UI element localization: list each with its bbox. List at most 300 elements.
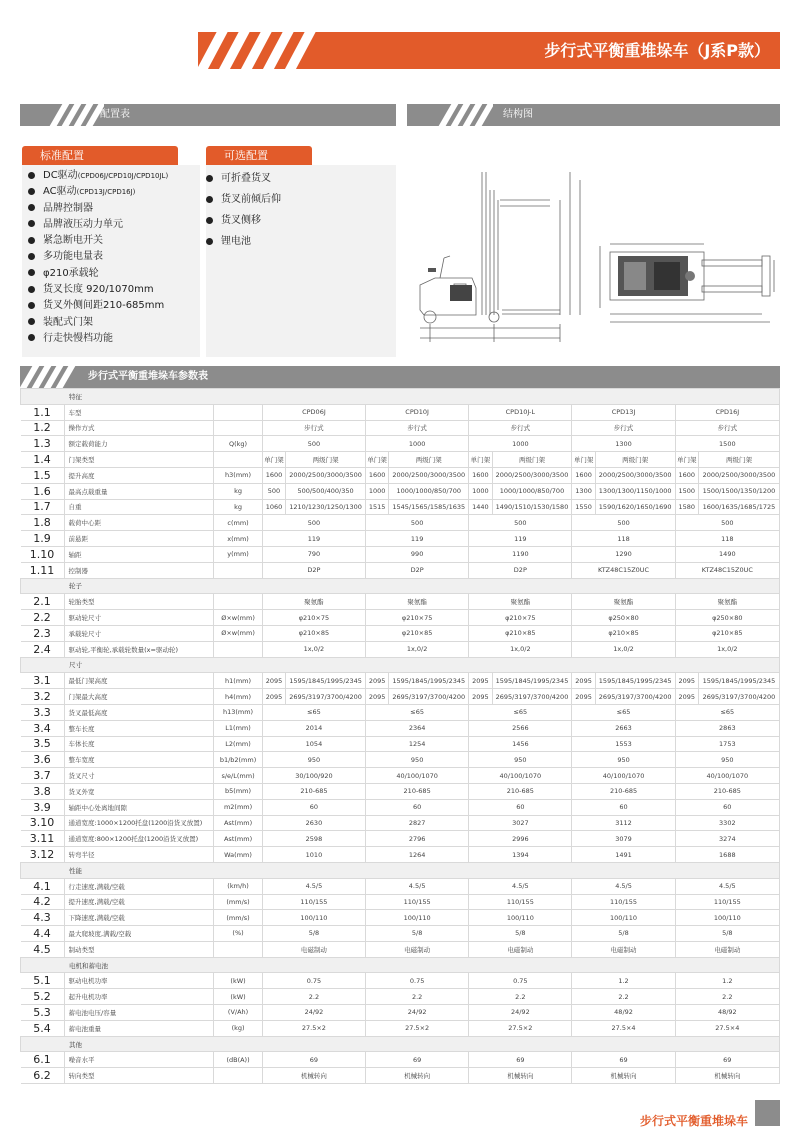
cell-value: 4.5/5 [675,878,779,894]
header-title: 步行式平衡重堆垛车（J系P款） [544,41,770,60]
cell-value: 1290 [572,546,675,562]
cell-value: 24/92 [366,1005,469,1021]
optional-config-label: 锂电池 [221,236,251,247]
row-unit: h1(mm) [214,673,263,689]
cell-value: 69 [572,1052,675,1068]
row-name: 最高点载重量 [64,483,214,499]
cell-value: 950 [366,752,469,768]
bullet-icon [28,204,35,211]
category-row [21,957,780,973]
cell-value: 210-685 [675,783,779,799]
cell-value: 1.2 [572,973,675,989]
bullet-icon [28,302,35,309]
cell-value: 1000 [469,483,492,499]
standard-config-label: 行走快慢档功能 [43,332,113,344]
table-row [21,752,780,768]
cell-value: 3112 [572,815,675,831]
category-label: 性能 [21,862,780,878]
cell-value: 3274 [675,831,779,847]
cell-value: KTZ48C15Z0UC [572,562,675,578]
cell-value: 69 [366,1052,469,1068]
row-name: 整车长度 [64,720,214,736]
cell-value: D2P [469,562,572,578]
cell-value: 0.75 [366,973,469,989]
cell-value: 1x,0/2 [675,641,779,657]
row-number: 3.7 [21,768,65,784]
cell-value: 2000/2500/3000/3500 [595,467,675,483]
cell-value: 60 [262,799,365,815]
table-row [21,641,780,657]
row-name: 提升速度,满载/空载 [64,894,214,910]
cell-value: 2.2 [262,989,365,1005]
cell-value: 1580 [675,499,698,515]
table-row [21,720,780,736]
row-number: 4.3 [21,910,65,926]
table-row [21,531,780,547]
row-unit: Ast(mm) [214,831,263,847]
row-name: 承载轮尺寸 [64,625,214,641]
cell-value: φ210×85 [572,625,675,641]
cell-value: 110/155 [262,894,365,910]
cell-value: 2095 [572,673,595,689]
table-row [21,562,780,578]
row-name: 提升高度 [64,467,214,483]
optional-config-tab: 可选配置 [206,146,312,165]
cell-value: ≤65 [572,704,675,720]
cell-value: φ210×75 [469,610,572,626]
cell-value: 1000/1000/850/700 [389,483,469,499]
row-unit: (%) [214,926,263,942]
cell-value: 2.2 [675,989,779,1005]
cell-value: 60 [572,799,675,815]
table-row [21,1052,780,1068]
cell-value: 100/110 [262,910,365,926]
cell-value: D2P [366,562,469,578]
table-row [21,941,780,957]
cell-value: 24/92 [469,1005,572,1021]
cell-value: 1010 [262,847,365,863]
row-number: 2.3 [21,625,65,641]
category-label: 特征 [21,389,780,405]
cell-value: 聚氨酯 [469,594,572,610]
row-number: 1.4 [21,452,65,468]
table-row [21,736,780,752]
cell-value: 单门架 [469,452,492,468]
row-name: 门架类型 [64,452,214,468]
row-unit [214,1068,263,1084]
standard-config-sublabel: (CPD06J/CPD10J/CPD10JL) [77,172,169,180]
cell-value: 1x,0/2 [262,641,365,657]
category-label: 其他 [21,1036,780,1052]
row-unit [214,941,263,957]
cell-value: 步行式 [675,420,779,436]
row-unit: h4(mm) [214,689,263,705]
standard-config-label: 品牌控制器 [43,202,93,214]
cell-value: 0.75 [262,973,365,989]
cell-value: 5/8 [262,926,365,942]
table-row [21,515,780,531]
cell-value: 40/100/1070 [675,768,779,784]
cell-value: 2095 [366,689,389,705]
cell-value: 40/100/1070 [469,768,572,784]
standard-config-label: 货叉长度 920/1070mm [43,284,154,296]
bullet-icon [28,253,35,260]
row-name: 门架最大高度 [64,689,214,705]
cell-value: 电磁制动 [366,941,469,957]
cell-value: 100/110 [469,910,572,926]
row-unit: (kW) [214,989,263,1005]
cell-value: 1000 [366,483,389,499]
standard-config-label: 装配式门架 [43,316,93,328]
row-unit: (kW) [214,973,263,989]
cell-value: ≤65 [262,704,365,720]
row-name: 车体长度 [64,736,214,752]
row-number: 3.6 [21,752,65,768]
cell-value: 210-685 [262,783,365,799]
table-row [21,783,780,799]
cell-value: 210-685 [469,783,572,799]
row-name: 最大爬坡度,满载/空载 [64,926,214,942]
standard-config-item [28,184,168,200]
table-row [21,546,780,562]
table-row [21,625,780,641]
row-number: 3.5 [21,736,65,752]
cell-value: 69 [469,1052,572,1068]
standard-config-item [28,168,168,184]
footer-title: 步行式平衡重堆垛车 [639,1114,748,1128]
cell-value: 2000/2500/3000/3500 [389,467,469,483]
cell-value: 电磁制动 [675,941,779,957]
cell-value: 聚氨酯 [675,594,779,610]
cell-value: 两级门架 [492,452,572,468]
table-row [21,689,780,705]
cell-value: 48/92 [675,1005,779,1021]
cell-value: 1054 [262,736,365,752]
cell-value: 1.2 [675,973,779,989]
cell-value: 500/500/400/350 [286,483,366,499]
standard-config-item [28,233,168,249]
table-row [21,436,780,452]
row-unit: c(mm) [214,515,263,531]
cell-value: CPD06J [262,404,365,420]
row-name: 货叉最低高度 [64,704,214,720]
cell-value: 两级门架 [286,452,366,468]
row-name: 货叉尺寸 [64,768,214,784]
row-name: 控制器 [64,562,214,578]
cell-value: 2095 [469,689,492,705]
table-row [21,404,780,420]
cell-value: 单门架 [572,452,595,468]
row-name: 通道宽度:1000×1200托盘(1200沿货叉放置) [64,815,214,831]
row-unit: (dB(A)) [214,1052,263,1068]
optional-config-item [206,189,281,210]
cell-value: 2996 [469,831,572,847]
cell-value: 500 [469,515,572,531]
cell-value: 电磁制动 [572,941,675,957]
row-name: 轮胎类型 [64,594,214,610]
standard-config-sublabel: (CPD13J/CPD16J) [76,188,136,197]
cell-value: 1000 [366,436,469,452]
cell-value: 聚氨酯 [366,594,469,610]
cell-value: 5/8 [675,926,779,942]
row-unit: L2(mm) [214,736,263,752]
row-name: 车型 [64,404,214,420]
row-number: 1.5 [21,467,65,483]
cell-value: 2863 [675,720,779,736]
cell-value: 2695/3197/3700/4200 [698,689,779,705]
cell-value: 950 [675,752,779,768]
row-unit [214,594,263,610]
cell-value: 单门架 [675,452,698,468]
cell-value: 1190 [469,546,572,562]
cell-value: 1545/1565/1585/1635 [389,499,469,515]
table-row [21,673,780,689]
cell-value: 1595/1845/1995/2345 [286,673,366,689]
row-number: 4.1 [21,878,65,894]
cell-value: φ210×75 [262,610,365,626]
standard-config-label: φ210承载轮 [43,267,99,279]
standard-config-label: AC驱动 [43,186,77,198]
table-row [21,483,780,499]
row-number: 5.2 [21,989,65,1005]
top-view-diagram [598,238,778,328]
cell-value: 1600 [469,467,492,483]
row-number: 3.9 [21,799,65,815]
table-row [21,815,780,831]
cell-value: 1600/1635/1685/1725 [698,499,779,515]
category-row [21,657,780,673]
cell-value: 210-685 [572,783,675,799]
cell-value: 2.2 [366,989,469,1005]
cell-value: 两级门架 [698,452,779,468]
bullet-icon [28,318,35,325]
cell-value: 1595/1845/1995/2345 [698,673,779,689]
table-row [21,878,780,894]
cell-value: 5/8 [469,926,572,942]
row-name: 自重 [64,499,214,515]
row-unit: (mm/s) [214,894,263,910]
row-unit: (km/h) [214,878,263,894]
cell-value: 119 [366,531,469,547]
cell-value: 2663 [572,720,675,736]
cell-value: 1x,0/2 [572,641,675,657]
cell-value: 119 [469,531,572,547]
cell-value: φ210×75 [366,610,469,626]
cell-value: 950 [469,752,572,768]
cell-value: 40/100/1070 [366,768,469,784]
standard-config-item [28,298,168,314]
cell-value: 1210/1230/1250/1300 [286,499,366,515]
cell-value: 5/8 [366,926,469,942]
standard-config-item [28,331,168,347]
cell-value: 1060 [262,499,285,515]
cell-value: 27.5×2 [469,1020,572,1036]
cell-value: 500 [262,515,365,531]
footer-page-block [755,1100,780,1126]
row-unit: L1(mm) [214,720,263,736]
optional-config-label: 货叉前倾后仰 [221,194,281,205]
cell-value: 机械转向 [262,1068,365,1084]
cell-value: 1254 [366,736,469,752]
bullet-icon [206,196,213,203]
row-name: 驱动电机功率 [64,973,214,989]
standard-config-label: 多功能电量表 [43,251,103,263]
cell-value: 1300 [572,483,595,499]
cell-value: 1500/1500/1350/1200 [698,483,779,499]
cell-value: 1515 [366,499,389,515]
category-row [21,389,780,405]
optional-config-item [206,231,281,252]
row-name: 通道宽度:800×1200托盘(1200沿货叉放置) [64,831,214,847]
structure-section-title: 结构图 [503,109,533,120]
cell-value: 3302 [675,815,779,831]
standard-config-item [28,266,168,282]
table-row [21,799,780,815]
row-name: 操作方式 [64,420,214,436]
params-section-bar [20,366,780,388]
cell-value: 电磁制动 [262,941,365,957]
cell-value: 27.5×4 [675,1020,779,1036]
row-unit: (mm/s) [214,910,263,926]
row-number: 4.5 [21,941,65,957]
row-number: 1.11 [21,562,65,578]
row-number: 1.1 [21,404,65,420]
row-number: 2.4 [21,641,65,657]
cell-value: 1553 [572,736,675,752]
optional-config-item [206,168,281,189]
cell-value: φ250×80 [675,610,779,626]
cell-value: 1600 [366,467,389,483]
bullet-icon [28,334,35,341]
table-row [21,973,780,989]
cell-value: 500 [366,515,469,531]
row-unit [214,562,263,578]
cell-value: 1595/1845/1995/2345 [389,673,469,689]
cell-value: 950 [572,752,675,768]
bullet-icon [206,175,213,182]
row-name: 蓄电池重量 [64,1020,214,1036]
row-name: 前悬距 [64,531,214,547]
cell-value: 4.5/5 [469,878,572,894]
row-unit: Wa(mm) [214,847,263,863]
cell-value: 机械转向 [675,1068,779,1084]
row-name: 轴距中心处离地间隙 [64,799,214,815]
table-row [21,847,780,863]
cell-value: 60 [366,799,469,815]
standard-config-item [28,201,168,217]
row-unit: h3(mm) [214,467,263,483]
row-number: 1.8 [21,515,65,531]
table-row [21,1068,780,1084]
cell-value: 2566 [469,720,572,736]
cell-value: 1688 [675,847,779,863]
row-number: 3.4 [21,720,65,736]
cell-value: 2095 [675,689,698,705]
table-row [21,467,780,483]
cell-value: 1x,0/2 [366,641,469,657]
row-number: 3.11 [21,831,65,847]
row-unit: b5(mm) [214,783,263,799]
row-number: 1.7 [21,499,65,515]
row-unit: x(mm) [214,531,263,547]
cell-value: 110/155 [572,894,675,910]
row-name: 下降速度,满载/空载 [64,910,214,926]
row-unit: kg [214,483,263,499]
cell-value: 1500 [675,483,698,499]
battery-compartment [450,285,472,301]
row-unit [214,404,263,420]
cell-value: 1500 [675,436,779,452]
config-section-bar [20,104,396,126]
cell-value: 2695/3197/3700/4200 [492,689,572,705]
row-unit: Ast(mm) [214,815,263,831]
cell-value: 30/100/920 [262,768,365,784]
cell-value: 69 [675,1052,779,1068]
cell-value: 1264 [366,847,469,863]
standard-config-list [28,168,168,347]
cell-value: 118 [572,531,675,547]
structure-section-bar [407,104,780,126]
cell-value: 1595/1845/1995/2345 [595,673,675,689]
cell-value: 2095 [469,673,492,689]
row-name: 载荷中心距 [64,515,214,531]
cell-value: 110/155 [469,894,572,910]
cell-value: 聚氨酯 [262,594,365,610]
standard-config-item [28,282,168,298]
cell-value: 4.5/5 [262,878,365,894]
row-name: 驱动轮,平衡轮,承载轮数量(x=驱动轮) [64,641,214,657]
table-row [21,926,780,942]
cell-value: 步行式 [262,420,365,436]
row-number: 3.12 [21,847,65,863]
cell-value: 1000/1000/850/700 [492,483,572,499]
bullet-icon [28,188,35,195]
optional-config-label: 可折叠货叉 [221,173,271,184]
row-number: 3.2 [21,689,65,705]
row-number: 3.8 [21,783,65,799]
table-row [21,989,780,1005]
cell-value: 48/92 [572,1005,675,1021]
cell-value: 110/155 [675,894,779,910]
cell-value: 2.2 [469,989,572,1005]
row-unit: (V/Ah) [214,1005,263,1021]
cell-value: CPD16J [675,404,779,420]
cell-value: φ210×85 [469,625,572,641]
standard-config-item [28,217,168,233]
cell-value: CPD10J-L [469,404,572,420]
cell-value: 100/110 [572,910,675,926]
cell-value: 210-685 [366,783,469,799]
cell-value: φ210×85 [366,625,469,641]
cell-value: 2095 [675,673,698,689]
row-number: 1.3 [21,436,65,452]
table-row [21,499,780,515]
row-number: 6.2 [21,1068,65,1084]
cell-value: 27.5×4 [572,1020,675,1036]
row-number: 5.3 [21,1005,65,1021]
cell-value: 2598 [262,831,365,847]
row-number: 4.2 [21,894,65,910]
bullet-icon [206,238,213,245]
row-name: 转弯半径 [64,847,214,863]
cell-value: 电磁制动 [469,941,572,957]
cell-value: 790 [262,546,365,562]
header-stripes [198,32,318,69]
cell-value: 2695/3197/3700/4200 [595,689,675,705]
row-number: 1.2 [21,420,65,436]
row-unit: h13(mm) [214,704,263,720]
cell-value: 2095 [262,673,285,689]
